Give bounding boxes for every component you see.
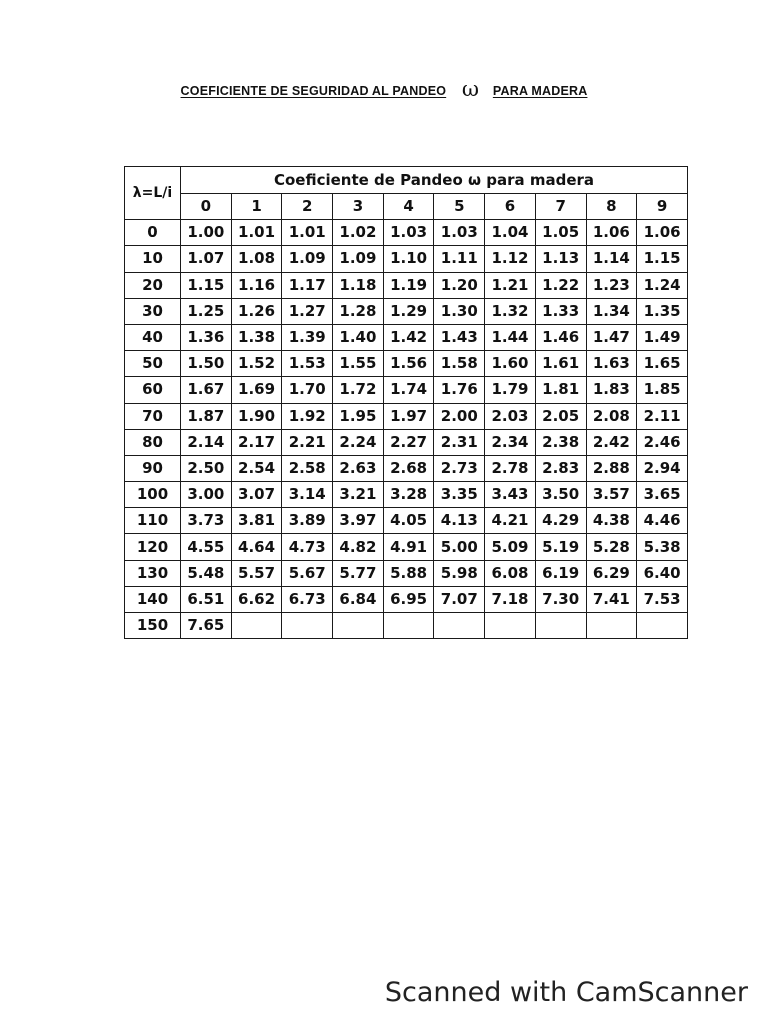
table-row [125,508,688,534]
coefficient-group-header: Coeficiente de Pandeo ω para madera [181,167,688,194]
coefficient-cell: 4.13 [434,508,485,534]
lambda-row-label: 140 [125,586,181,612]
coefficient-cell: 2.88 [586,455,637,481]
coefficient-cell: 2.34 [485,429,536,455]
coefficient-cell: 1.69 [231,377,282,403]
coefficient-cell: 1.58 [434,351,485,377]
coefficient-cell: 1.01 [282,220,333,246]
digit-column-header: 7 [535,194,586,220]
coefficient-cell: 1.56 [383,351,434,377]
table-row [125,613,688,639]
table-row [125,272,688,298]
coefficient-cell: 2.00 [434,403,485,429]
coefficient-cell: 6.51 [181,586,232,612]
coefficient-cell: 2.21 [282,429,333,455]
coefficient-cell: 2.50 [181,455,232,481]
coefficient-cell: 1.61 [535,351,586,377]
lambda-row-label: 40 [125,324,181,350]
coefficient-cell: 1.74 [383,377,434,403]
table-row [125,429,688,455]
table-row [125,482,688,508]
lambda-row-label: 100 [125,482,181,508]
coefficient-cell: 1.72 [333,377,384,403]
coefficient-cell: 5.67 [282,560,333,586]
coefficient-cell: 1.83 [586,377,637,403]
coefficient-cell: 3.00 [181,482,232,508]
coefficient-cell: 1.00 [181,220,232,246]
coefficient-cell: 2.63 [333,455,384,481]
coefficient-cell: 2.42 [586,429,637,455]
coefficient-cell: 4.38 [586,508,637,534]
coefficient-cell: 1.26 [231,298,282,324]
coefficient-cell: 3.50 [535,482,586,508]
coefficient-cell: 1.22 [535,272,586,298]
coefficient-cell: 6.62 [231,586,282,612]
coefficient-cell: 1.36 [181,324,232,350]
coefficient-cell: 1.02 [333,220,384,246]
coefficient-cell: 4.05 [383,508,434,534]
coefficient-cell: 1.34 [586,298,637,324]
table-row [125,560,688,586]
coefficient-cell: 2.05 [535,403,586,429]
coefficient-cell: 3.73 [181,508,232,534]
digit-column-header: 8 [586,194,637,220]
coefficient-cell [231,613,282,639]
lambda-row-label: 50 [125,351,181,377]
coefficient-cell: 2.27 [383,429,434,455]
coefficient-cell: 1.38 [231,324,282,350]
coefficient-cell: 7.41 [586,586,637,612]
coefficient-cell: 6.84 [333,586,384,612]
lambda-row-label: 90 [125,455,181,481]
coefficient-cell: 1.63 [586,351,637,377]
coefficient-cell: 1.01 [231,220,282,246]
table-row [125,246,688,272]
coefficient-cell: 1.09 [333,246,384,272]
coefficient-cell: 7.07 [434,586,485,612]
coefficient-cell: 1.06 [637,220,688,246]
coefficient-cell: 3.07 [231,482,282,508]
digit-column-header: 9 [637,194,688,220]
coefficient-cell [535,613,586,639]
coefficient-cell: 3.14 [282,482,333,508]
coefficient-cell: 1.76 [434,377,485,403]
coefficient-cell: 2.17 [231,429,282,455]
lambda-row-label: 70 [125,403,181,429]
coefficient-cell: 2.31 [434,429,485,455]
coefficient-cell: 4.29 [535,508,586,534]
coefficient-cell [586,613,637,639]
coefficient-cell: 1.04 [485,220,536,246]
coefficient-cell: 2.68 [383,455,434,481]
coefficient-cell: 1.33 [535,298,586,324]
coefficient-cell: 1.28 [333,298,384,324]
table-row [125,298,688,324]
coefficient-cell: 1.27 [282,298,333,324]
coefficient-cell: 5.09 [485,534,536,560]
coefficient-cell: 4.73 [282,534,333,560]
coefficient-cell: 1.29 [383,298,434,324]
coefficient-cell: 1.85 [637,377,688,403]
coefficient-cell: 1.16 [231,272,282,298]
digit-column-header: 6 [485,194,536,220]
coefficient-cell: 1.06 [586,220,637,246]
table-row [125,534,688,560]
coefficient-cell: 5.98 [434,560,485,586]
coefficient-cell: 1.92 [282,403,333,429]
coefficient-cell: 5.57 [231,560,282,586]
coefficient-cell: 6.08 [485,560,536,586]
lambda-row-label: 30 [125,298,181,324]
coefficient-cell: 1.90 [231,403,282,429]
table-row [125,324,688,350]
lambda-row-label: 10 [125,246,181,272]
coefficient-cell: 1.52 [231,351,282,377]
coefficient-cell: 1.32 [485,298,536,324]
coefficient-cell: 7.30 [535,586,586,612]
coefficient-cell: 6.73 [282,586,333,612]
coefficient-cell: 1.24 [637,272,688,298]
lambda-row-label: 20 [125,272,181,298]
omega-coefficient-table [124,166,688,639]
coefficient-cell [485,613,536,639]
coefficient-cell: 1.97 [383,403,434,429]
coefficient-cell: 1.30 [434,298,485,324]
coefficient-cell: 7.53 [637,586,688,612]
coefficient-cell: 1.11 [434,246,485,272]
coefficient-cell: 4.21 [485,508,536,534]
coefficient-cell: 3.89 [282,508,333,534]
coefficient-cell: 1.49 [637,324,688,350]
coefficient-cell: 4.46 [637,508,688,534]
coefficient-cell: 1.05 [535,220,586,246]
coefficient-cell: 2.38 [535,429,586,455]
coefficient-cell: 2.83 [535,455,586,481]
coefficient-cell: 1.46 [535,324,586,350]
coefficient-cell: 2.14 [181,429,232,455]
coefficient-cell: 3.81 [231,508,282,534]
coefficient-cell: 7.18 [485,586,536,612]
coefficient-cell [282,613,333,639]
coefficient-cell: 1.60 [485,351,536,377]
coefficient-cell: 2.24 [333,429,384,455]
coefficient-cell: 3.21 [333,482,384,508]
coefficient-cell: 3.43 [485,482,536,508]
coefficient-cell: 1.15 [637,246,688,272]
table-body [125,220,688,639]
digit-column-header: 0 [181,194,232,220]
coefficient-cell: 5.38 [637,534,688,560]
coefficient-cell: 1.25 [181,298,232,324]
coefficient-cell [383,613,434,639]
coefficient-cell: 6.95 [383,586,434,612]
coefficient-cell: 1.70 [282,377,333,403]
table-group-header-row [125,167,688,194]
coefficient-cell: 5.28 [586,534,637,560]
digit-column-header: 5 [434,194,485,220]
coefficient-cell: 6.19 [535,560,586,586]
coefficient-cell: 2.73 [434,455,485,481]
table-row [125,403,688,429]
coefficient-cell: 6.29 [586,560,637,586]
coefficient-cell: 2.03 [485,403,536,429]
lambda-row-label: 120 [125,534,181,560]
coefficient-cell [333,613,384,639]
coefficient-cell: 1.07 [181,246,232,272]
coefficient-cell [434,613,485,639]
coefficient-cell: 2.11 [637,403,688,429]
coefficient-cell: 1.55 [333,351,384,377]
table-row [125,377,688,403]
coefficient-cell: 5.77 [333,560,384,586]
coefficient-cell: 4.82 [333,534,384,560]
coefficient-cell: 1.39 [282,324,333,350]
coefficient-cell: 1.23 [586,272,637,298]
coefficient-cell: 1.03 [383,220,434,246]
coefficient-cell: 2.46 [637,429,688,455]
table-row [125,586,688,612]
title-text-part1: COEFICIENTE DE SEGURIDAD AL PANDEO [180,84,447,98]
coefficient-cell: 5.00 [434,534,485,560]
lambda-row-label: 110 [125,508,181,534]
coefficient-cell: 3.65 [637,482,688,508]
coefficient-cell: 1.12 [485,246,536,272]
coefficient-cell: 1.03 [434,220,485,246]
coefficient-cell: 1.40 [333,324,384,350]
coefficient-cell: 5.19 [535,534,586,560]
coefficient-cell: 1.47 [586,324,637,350]
coefficient-cell: 5.88 [383,560,434,586]
lambda-column-header: λ=L/i [125,167,181,220]
coefficient-cell: 1.18 [333,272,384,298]
coefficient-cell: 1.44 [485,324,536,350]
table-row [125,351,688,377]
coefficient-cell: 2.78 [485,455,536,481]
coefficient-cell [637,613,688,639]
lambda-row-label: 60 [125,377,181,403]
coefficient-cell: 1.95 [333,403,384,429]
digit-column-header: 3 [333,194,384,220]
lambda-row-label: 130 [125,560,181,586]
coefficient-cell: 2.08 [586,403,637,429]
coefficient-cell: 1.10 [383,246,434,272]
camscanner-watermark: Scanned with CamScanner [384,977,748,1008]
coefficient-cell: 2.54 [231,455,282,481]
coefficient-cell: 1.08 [231,246,282,272]
coefficient-cell: 1.21 [485,272,536,298]
lambda-row-label: 150 [125,613,181,639]
coefficient-cell: 1.15 [181,272,232,298]
coefficient-cell: 2.58 [282,455,333,481]
coefficient-cell: 3.57 [586,482,637,508]
coefficient-cell: 1.53 [282,351,333,377]
lambda-row-label: 0 [125,220,181,246]
coefficient-cell: 1.87 [181,403,232,429]
coefficient-cell: 1.14 [586,246,637,272]
digit-column-header: 1 [231,194,282,220]
coefficient-cell: 1.81 [535,377,586,403]
table-row [125,455,688,481]
coefficient-cell: 6.40 [637,560,688,586]
coefficient-cell: 1.65 [637,351,688,377]
coefficient-cell: 4.91 [383,534,434,560]
coefficient-cell: 2.94 [637,455,688,481]
coefficient-cell: 4.55 [181,534,232,560]
omega-table-container [124,166,687,639]
coefficient-cell: 1.13 [535,246,586,272]
coefficient-cell: 1.43 [434,324,485,350]
table-row [125,220,688,246]
coefficient-cell: 3.97 [333,508,384,534]
coefficient-cell: 1.35 [637,298,688,324]
digit-column-header: 2 [282,194,333,220]
coefficient-cell: 1.42 [383,324,434,350]
title-text-part2: PARA MADERA [492,84,588,98]
coefficient-cell: 4.64 [231,534,282,560]
coefficient-cell: 1.20 [434,272,485,298]
coefficient-cell: 1.79 [485,377,536,403]
coefficient-cell: 5.48 [181,560,232,586]
coefficient-cell: 1.19 [383,272,434,298]
digit-column-header: 4 [383,194,434,220]
coefficient-cell: 1.09 [282,246,333,272]
document-title [0,76,768,100]
coefficient-cell: 1.67 [181,377,232,403]
coefficient-cell: 1.17 [282,272,333,298]
coefficient-cell: 3.35 [434,482,485,508]
coefficient-cell: 3.28 [383,482,434,508]
lambda-row-label: 80 [125,429,181,455]
coefficient-cell: 7.65 [181,613,232,639]
coefficient-cell: 1.50 [181,351,232,377]
digit-header-row [125,194,688,220]
omega-symbol: ω [461,77,480,101]
